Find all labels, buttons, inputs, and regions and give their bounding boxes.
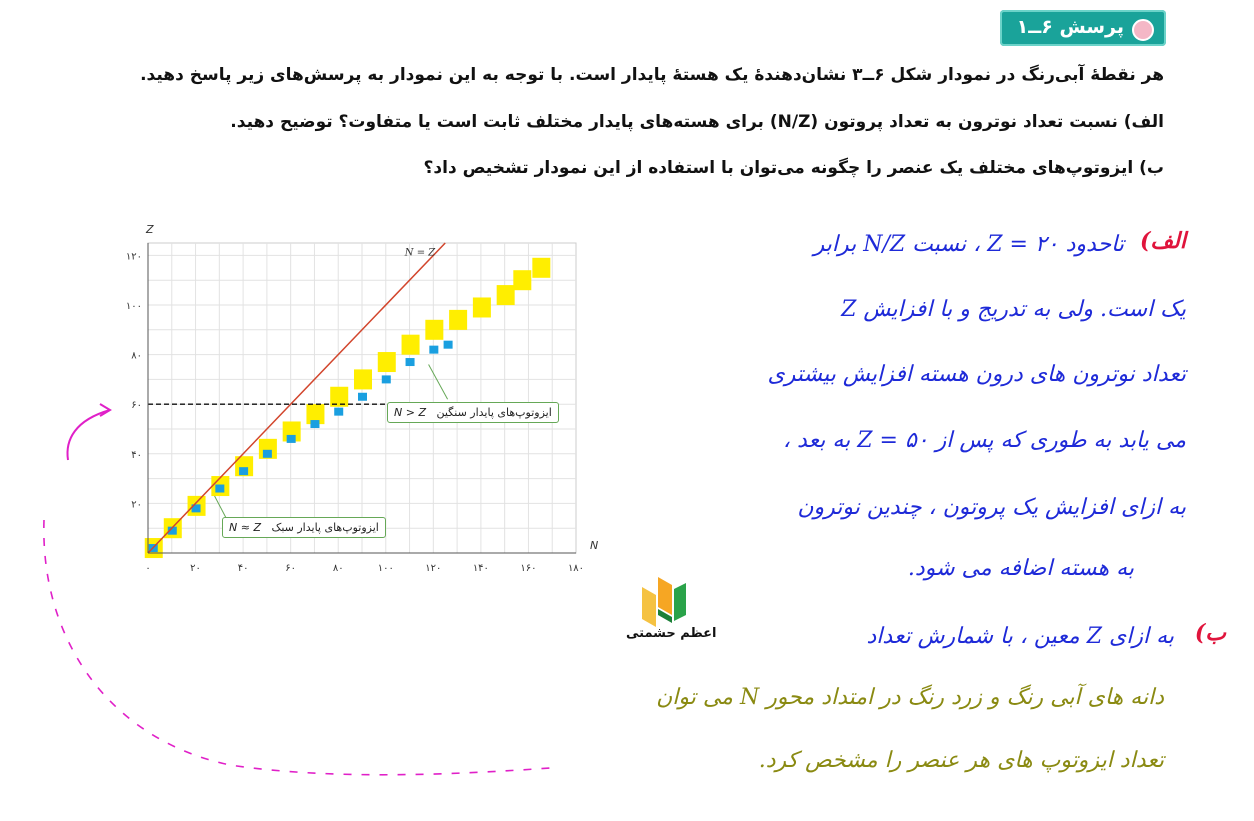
answer-a-marker: الف) xyxy=(1140,228,1186,254)
y-tick-label: ۱۰۰ xyxy=(125,301,142,312)
question-line-3: ب) ایزوتوپ‌های مختلف یک عنصر را چگونه می‌توان با استفاده از این نمودار تشخیص داد؟ xyxy=(423,158,1164,178)
question-line-1: هر نقطهٔ آبی‌رنگ در نمودار شکل ۶ــ۳ نشان‌دهندهٔ یک هستهٔ پایدار است. با توجه به این نمودار به پرسش‌های زیر پاسخ دهید. xyxy=(140,65,1164,85)
answer-a-line-5: به ازای افزایش یک پروتون ، چندین نوترون xyxy=(797,495,1186,520)
answer-b-marker: ب) xyxy=(1194,620,1226,646)
unstable-nucleus-mark xyxy=(354,369,372,389)
question-line-2: الف) نسبت تعداد نوترون به تعداد پروتون (N/Z) برای هسته‌های پایدار مختلف ثابت است یا متفاوت؟ توضیح دهید. xyxy=(230,112,1164,132)
logo-text: اعظم حشمتی xyxy=(626,626,717,641)
x-tick-label: ۸۰ xyxy=(332,563,344,574)
light-isotopes-text: ایزوتوپ‌های پایدار سبک xyxy=(271,521,379,534)
y-tick-label: ۶۰ xyxy=(131,400,142,412)
x-tick-label: ۴۰ xyxy=(237,563,249,574)
y-axis-label: Z xyxy=(146,223,154,236)
stable-nucleus-mark xyxy=(429,346,438,354)
answer-a-line-1: تاحدود ۲۰ = Z ، نسبت N/Z برابر xyxy=(813,232,1124,257)
x-tick-label: ۰ xyxy=(145,563,151,574)
unstable-nucleus-mark xyxy=(449,310,467,330)
heavy-relation: N > Z xyxy=(394,406,426,419)
x-tick-label: ۱۴۰ xyxy=(472,563,489,574)
unstable-nucleus-mark xyxy=(402,335,420,355)
x-tick-label: ۶۰ xyxy=(285,563,297,574)
x-tick-label: ۱۸۰ xyxy=(567,563,585,574)
x-axis-label: N xyxy=(590,539,599,552)
badge-label: پرسش ۶ــ۱ xyxy=(1016,16,1124,38)
stable-nucleus-mark xyxy=(406,358,415,366)
x-tick-label: ۱۰۰ xyxy=(377,563,394,574)
answer-a-line-4: می یابد به طوری که پس از ۵۰ = Z به بعد ، xyxy=(782,428,1186,453)
annotation-arrow-icon xyxy=(30,400,590,800)
question-badge xyxy=(1000,10,1166,46)
stable-nucleus-mark xyxy=(444,341,453,349)
answer-b-line-2: دانه های آبی رنگ و زرد رنگ در امتداد محور N می توان xyxy=(656,685,1164,710)
x-tick-label: ۱۶۰ xyxy=(520,563,537,574)
unstable-nucleus-mark xyxy=(378,352,396,372)
unstable-nucleus-mark xyxy=(473,297,491,317)
light-relation: N ≈ Z xyxy=(229,521,261,534)
answer-a-line-2: یک است. ولی به تدریج و با افزایش Z xyxy=(841,297,1186,322)
bullet-icon xyxy=(1132,19,1154,41)
answer-a-line-6: به هسته اضافه می شود. xyxy=(907,556,1134,581)
x-tick-label: ۱۲۰ xyxy=(425,563,442,574)
unstable-nucleus-mark xyxy=(532,258,550,278)
unstable-nucleus-mark xyxy=(425,320,443,340)
stable-nucleus-mark xyxy=(382,375,391,383)
y-tick-label: ۴۰ xyxy=(131,449,142,461)
answer-b-line-1: به ازای Z معین ، با شمارش تعداد xyxy=(866,624,1174,649)
y-tick-label: ۲۰ xyxy=(131,499,142,511)
y-tick-label: ۸۰ xyxy=(131,350,142,362)
x-tick-label: ۲۰ xyxy=(190,563,201,574)
heavy-isotopes-text: ایزوتوپ‌های پایدار سنگین xyxy=(436,406,552,419)
y-tick-label: ۱۲۰ xyxy=(125,251,142,263)
unstable-nucleus-mark xyxy=(497,285,515,305)
answer-a-line-3: تعداد نوترون های درون هسته افزایش بیشتری xyxy=(767,362,1186,387)
answer-b-line-3: تعداد ایزوتوپ های هر عنصر را مشخص کرد. xyxy=(758,748,1164,773)
n-equals-z-label: N = Z xyxy=(404,247,436,259)
unstable-nucleus-mark xyxy=(513,270,531,290)
